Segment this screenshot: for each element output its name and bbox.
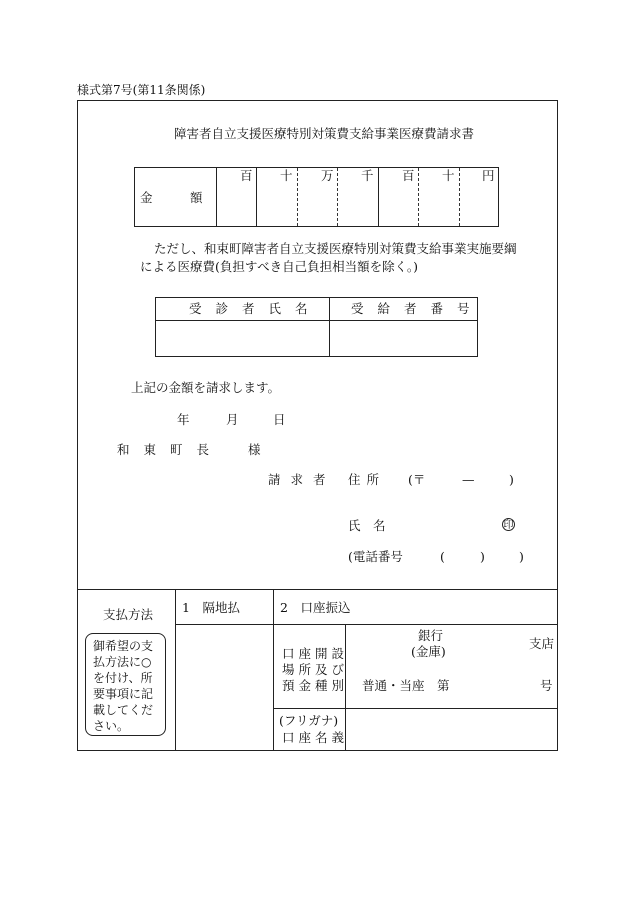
amount-cell-2[interactable] [258, 186, 296, 224]
amount-label: 金 額 [140, 190, 203, 205]
instruction-line-6: さい。 [93, 719, 130, 733]
note-line-2: による医療費(負担すべき自己負担相当額を除く。) [140, 259, 419, 274]
account-name-kana-label: (フリガナ) [279, 713, 339, 728]
seal-mark: 印 [503, 520, 514, 531]
phone-field[interactable] [412, 547, 517, 567]
payment-method-label: 支払方法 [103, 607, 154, 622]
account-number-field[interactable] [450, 676, 535, 698]
postal-dash: — [462, 472, 475, 487]
addressee-honorific: 様 [248, 442, 261, 457]
address-label: 住所 [348, 472, 386, 487]
account-location-line-1: 口座開設 [282, 646, 349, 661]
digit-man: 万 [321, 168, 334, 183]
instruction-line-3: を付け、所 [93, 671, 153, 685]
phone-open: ( [440, 549, 445, 564]
account-name-field[interactable] [347, 710, 556, 750]
digit-thousand: 千 [361, 168, 374, 183]
bank-label: 銀行 [418, 628, 444, 643]
amount-cell-1[interactable] [217, 186, 255, 224]
account-name-label: 口座名義 [282, 730, 349, 745]
beneficiary-number-field[interactable] [331, 322, 476, 355]
account-type-label: 普通・当座 第 [362, 678, 450, 693]
instruction-line-4: 要事項に記 [93, 687, 154, 701]
branch-name-field[interactable] [450, 628, 525, 662]
claimant-label: 請求者 [268, 472, 336, 487]
request-statement: 上記の金額を請求します。 [131, 380, 281, 395]
account-suffix-label: 号 [540, 678, 553, 693]
amount-cell-4[interactable] [339, 186, 377, 224]
address-field[interactable] [420, 470, 508, 490]
patient-name-field[interactable] [157, 322, 327, 355]
note-line-1: ただし、和束町障害者自立支援医療特別対策費支給事業実施要綱 [154, 241, 517, 256]
amount-cell-7[interactable] [461, 186, 498, 224]
phone-close: ) [519, 549, 524, 564]
account-location-line-3: 預金種別 [282, 678, 349, 693]
date-year: 年 [177, 412, 190, 427]
phone-label: (電話番号 [348, 549, 403, 564]
instruction-line-5: 載してくだ [93, 703, 154, 717]
branch-label: 支店 [529, 636, 555, 651]
amount-cell-5[interactable] [380, 186, 417, 224]
digit-yen: 円 [482, 168, 495, 183]
date-day: 日 [273, 412, 286, 427]
digit-hundred: 百 [402, 168, 415, 183]
option-remote-payment[interactable]: 1 隔地払 [182, 600, 240, 615]
digit-ten: 十 [442, 168, 455, 183]
bank-alt-label: (金庫) [411, 644, 446, 659]
option-bank-transfer[interactable]: 2 口座振込 [280, 600, 351, 615]
instruction-line-2: 払方法に○ [93, 655, 152, 669]
amount-cell-6[interactable] [420, 186, 458, 224]
beneficiary-number-header: 受給者番号 [351, 301, 484, 316]
patient-name-header: 受診者氏名 [189, 301, 322, 316]
name-label: 氏 名 [348, 518, 386, 533]
form-number-label: 様式第7号(第11条関係) [77, 83, 206, 97]
postal-open: (〒 [408, 472, 426, 487]
postal-close: ) [509, 472, 514, 487]
phone-mid: ) [480, 549, 485, 564]
date-month: 月 [226, 412, 239, 427]
claimant-name-field[interactable] [395, 514, 495, 534]
digit-ten-million: 十 [280, 168, 293, 183]
bank-name-field[interactable] [350, 628, 410, 662]
form-title: 障害者自立支援医療特別対策費支給事業医療費請求書 [174, 126, 475, 141]
amount-cell-3[interactable] [299, 186, 336, 224]
account-location-line-2: 場所及び [282, 662, 349, 677]
addressee-name: 和東町長 [117, 442, 224, 457]
digit-hundred-million: 百 [240, 168, 253, 183]
instruction-line-1: 御希望の支 [93, 639, 154, 653]
